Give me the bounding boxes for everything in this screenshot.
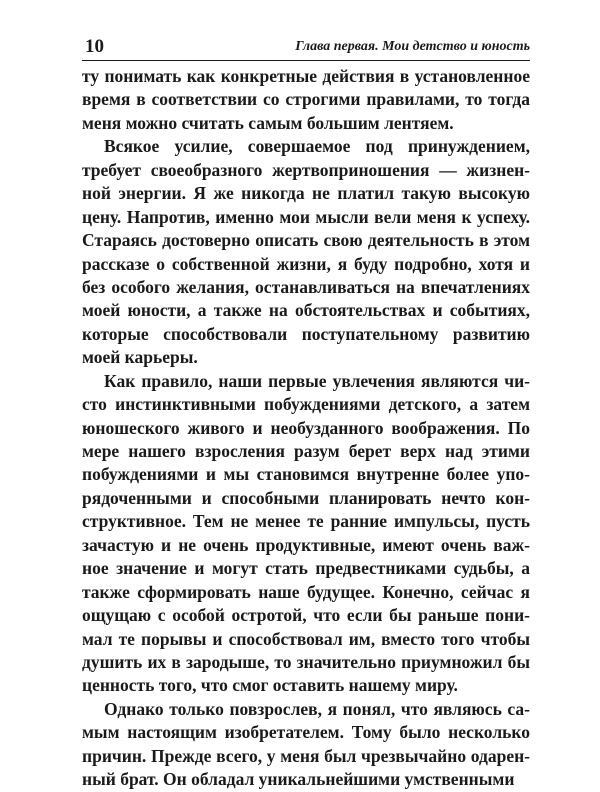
text-line: мал те порывы и способствовал им, вместо того чтобы: [82, 628, 530, 649]
text-line: ценность того, что смог оставить нашему миру.: [82, 675, 458, 696]
text-line: Стараясь достоверно описать свою деятельность в этом: [82, 230, 530, 251]
book-page: [82, 30, 530, 792]
text-line: сто инстинктивными побуждениями детского, а затем: [82, 394, 530, 415]
text-line: Однако только повзрослев, я понял, что являюсь са-: [104, 698, 530, 719]
text-line: зачастую и не очень продуктивные, имеют очень важ-: [82, 534, 530, 555]
text-line: которые способствовали поступательному развитию: [82, 323, 530, 344]
text-line: цену. Напротив, именно мои мысли вели меня к успеху.: [82, 206, 530, 227]
running-title: Глава первая. Мои детство и юность: [295, 39, 530, 54]
paragraph: [82, 65, 530, 135]
text-line: рассказе о собственной жизни, я буду подробно, хотя и: [82, 253, 530, 274]
text-line: ный брат. Он обладал уникальнейшими умственными: [82, 769, 515, 790]
paragraph: [82, 135, 530, 369]
text-line: моей юности, а также на обстоятельствах и событиях,: [82, 300, 530, 321]
text-line: без особого желания, останавливаться на впечатлениях: [82, 276, 530, 297]
text-line: Всякое усилие, совершаемое под принуждением,: [104, 136, 530, 157]
text-line: время в соответствии со строгими правилами, то тогда: [82, 89, 530, 110]
paragraph: [82, 698, 530, 792]
text-line: юношеского живого и необузданного воображения. По: [82, 417, 530, 438]
paragraph: [82, 370, 530, 698]
text-line: моей карьеры.: [82, 347, 198, 368]
text-line: побуждениями и мы становимся внутренне более упо-: [82, 464, 530, 485]
text-line: ту понимать как конкретные действия в установленное: [82, 66, 530, 86]
page-header: [82, 30, 530, 61]
text-line: причин. Прежде всего, у меня был чрезвычайно одарен-: [82, 745, 530, 766]
text-line: структивное. Тем не менее те ранние импульсы, пусть: [82, 511, 530, 532]
body-text: [82, 61, 530, 792]
text-line: Как правило, наши первые увлечения являются чи-: [104, 370, 530, 391]
text-line: мым настоящим изобретателем. Тому было несколько: [82, 722, 530, 743]
text-line: ной энергии. Я же никогда не платил такую высокую: [82, 183, 530, 204]
text-line: меня можно считать самым большим лентяем.: [82, 112, 454, 133]
text-line: рядоченными и способными планировать нечто кон-: [82, 487, 530, 508]
text-line: душить их в зародыше, то значительно приумножил бы: [82, 651, 530, 672]
text-line: также сформировать наше будущее. Конечно, сейчас я: [82, 581, 530, 602]
text-line: требует своеобразного жертвоприношения — жизнен-: [82, 159, 530, 180]
text-line: мере нашего взросления разум берет верх над этими: [82, 441, 530, 461]
text-line: ощущаю с особой остротой, что если бы раньше пони-: [82, 605, 530, 626]
text-line: ное значение и могут стать предвестниками судьбы, а: [82, 558, 530, 579]
page-number: 10: [85, 36, 104, 57]
